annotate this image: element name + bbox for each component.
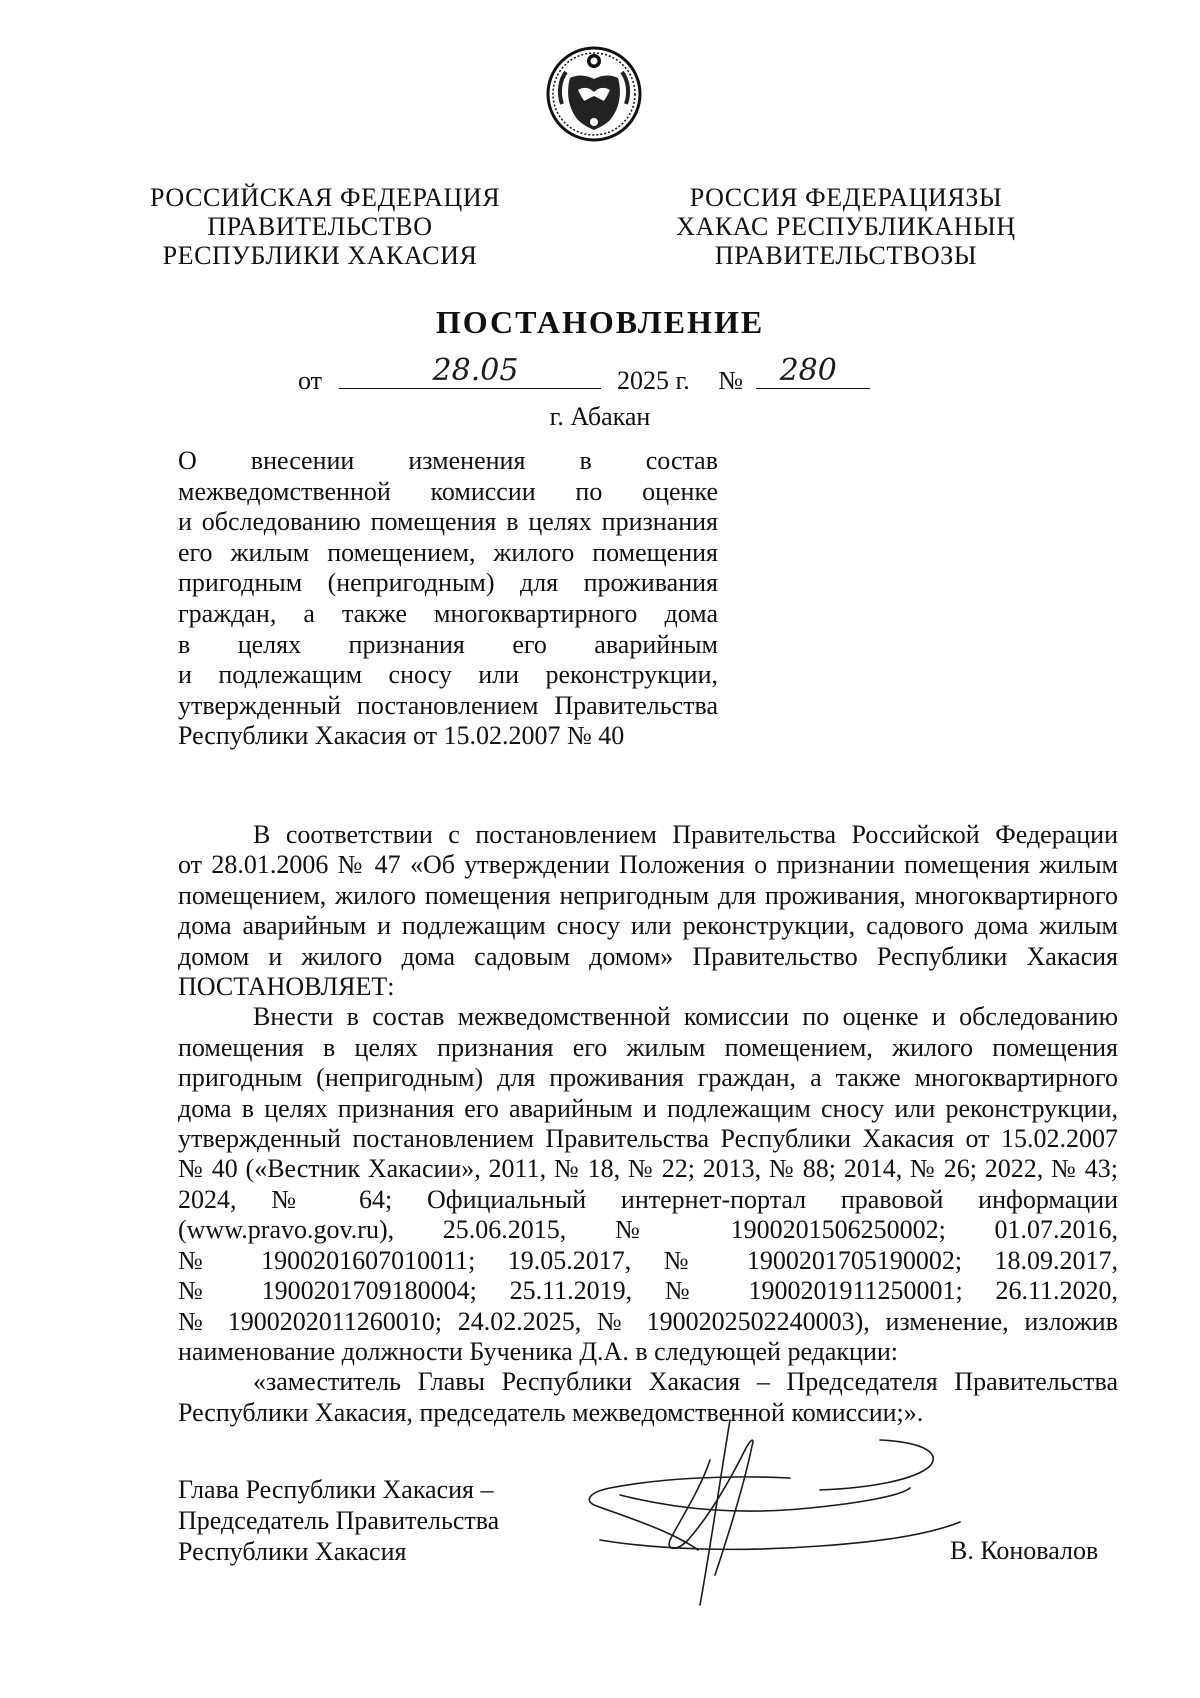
subject-line: его жилым помещением, жилого помещения — [178, 537, 718, 567]
body-line: № 1900202011260010; 24.02.2025, № 1900202502240003), изменение, изложив — [178, 1306, 1118, 1336]
body-line: домом и жилого дома садовым домом» Правительство Республики Хакасия — [178, 941, 1118, 971]
signatory-position-line: Республики Хакасия — [178, 1537, 407, 1566]
subject-line: граждан, а также многоквартирного дома — [178, 598, 718, 628]
subject-line: и подлежащим сносу или реконструкции, — [178, 660, 718, 690]
body-line: В соответствии с постановлением Правительства Российской Федерации — [253, 820, 1118, 849]
decree-date-line — [298, 353, 870, 396]
document-title: ПОСТАНОВЛЕНИЕ — [435, 304, 765, 340]
subject-line: утвержденный постановлением Правительства — [178, 690, 718, 720]
body-line: № 1900201607010011; 19.05.2017, № 1900201705190002; 18.09.2017, — [178, 1245, 1118, 1275]
from-label: от — [298, 366, 323, 395]
body-line: дома в целях признания его аварийным и подлежащим сносу или реконструкции, — [178, 1093, 1118, 1123]
body-line: помещения в целях признания его жилым помещением, жилого помещения — [178, 1032, 1118, 1062]
subject-line: пригодным (непригодным) для проживания — [178, 568, 718, 598]
header-left — [150, 183, 501, 270]
signatory-name: В. Коновалов — [950, 1536, 1099, 1565]
body-line: «заместитель Главы Республики Хакасия – Председателя Правительства — [253, 1367, 1118, 1397]
decree-subject — [178, 446, 718, 752]
handwritten-signature — [580, 1400, 1000, 1620]
body-line: дома аварийным и подлежащим сносу или реконструкции, садового дома жилым — [178, 911, 1118, 941]
body-line: от 28.01.2006 № 47 «Об утверждении Положения о признании помещения жилым — [178, 850, 1118, 880]
header-left-line: РЕСПУБЛИКИ ХАКАСИЯ — [162, 241, 478, 270]
decree-year: 2025 г. — [617, 366, 690, 395]
header-right — [660, 183, 1032, 270]
coat-of-arms-emblem — [544, 44, 644, 144]
signatory-position-line: Глава Республики Хакасия – — [178, 1475, 494, 1504]
subject-line: межведомственной комиссии по оценке — [178, 476, 718, 506]
number-label: № — [718, 366, 744, 395]
handwritten-date: 28.05 — [432, 353, 519, 388]
date-blank — [339, 353, 601, 389]
body-line: № 1900201709180004; 25.11.2019, № 1900201911250001; 26.11.2020, — [178, 1276, 1118, 1306]
body-line: помещением, жилого помещения непригодным для проживания, многоквартирного — [178, 880, 1118, 910]
header-right-line: ПРАВИТЕЛЬСТВОЗЫ — [714, 241, 978, 270]
subject-line: О внесении изменения в состав — [178, 446, 718, 475]
body-line: Республики Хакасия, председатель межведомственной комиссии;». — [178, 1397, 924, 1427]
header-left-line: ПРАВИТЕЛЬСТВО — [207, 212, 433, 241]
header-right-line: ХАКАС РЕСПУБЛИКАНЫҢ — [676, 212, 1016, 241]
body-line: № 40 («Вестник Хакасии», 2011, № 18, № 22; 2013, № 88; 2014, № 26; 2022, № 43; — [178, 1154, 1118, 1184]
subject-line: и обследованию помещения в целях признания — [178, 507, 718, 537]
header-right-line: РОССИЯ ФЕДЕРАЦИЯЗЫ — [689, 183, 1003, 212]
handwritten-number: 280 — [779, 353, 837, 388]
header-left-line: РОССИЙСКАЯ ФЕДЕРАЦИЯ — [150, 183, 501, 212]
body-line: (www.pravo.gov.ru), 25.06.2015, № 1900201506250002; 01.07.2016, — [178, 1215, 1118, 1245]
signatory-position — [178, 1474, 499, 1567]
body-line: Внести в состав межведомственной комиссии по оценке и обследованию — [253, 1002, 1118, 1032]
city: г. Абакан — [549, 402, 651, 431]
subject-line: Республики Хакасия от 15.02.2007 № 40 — [178, 721, 625, 751]
number-blank — [756, 353, 870, 389]
signatory-position-line: Председатель Правительства — [178, 1506, 500, 1535]
body-line: утвержденный постановлением Правительства Республики Хакасия от 15.02.2007 — [178, 1124, 1118, 1154]
decree-body — [178, 820, 1118, 1428]
body-line: 2024, № 64; Официальный интернет-портал правовой информации — [178, 1184, 1118, 1214]
body-line: ПОСТАНОВЛЯЕТ: — [178, 972, 395, 1002]
subject-line: в целях признания его аварийным — [178, 629, 718, 659]
body-line: пригодным (непригодным) для проживания граждан, а также многоквартирного — [178, 1063, 1118, 1093]
body-line: наименование должности Бученика Д.А. в следующей редакции: — [178, 1336, 899, 1366]
